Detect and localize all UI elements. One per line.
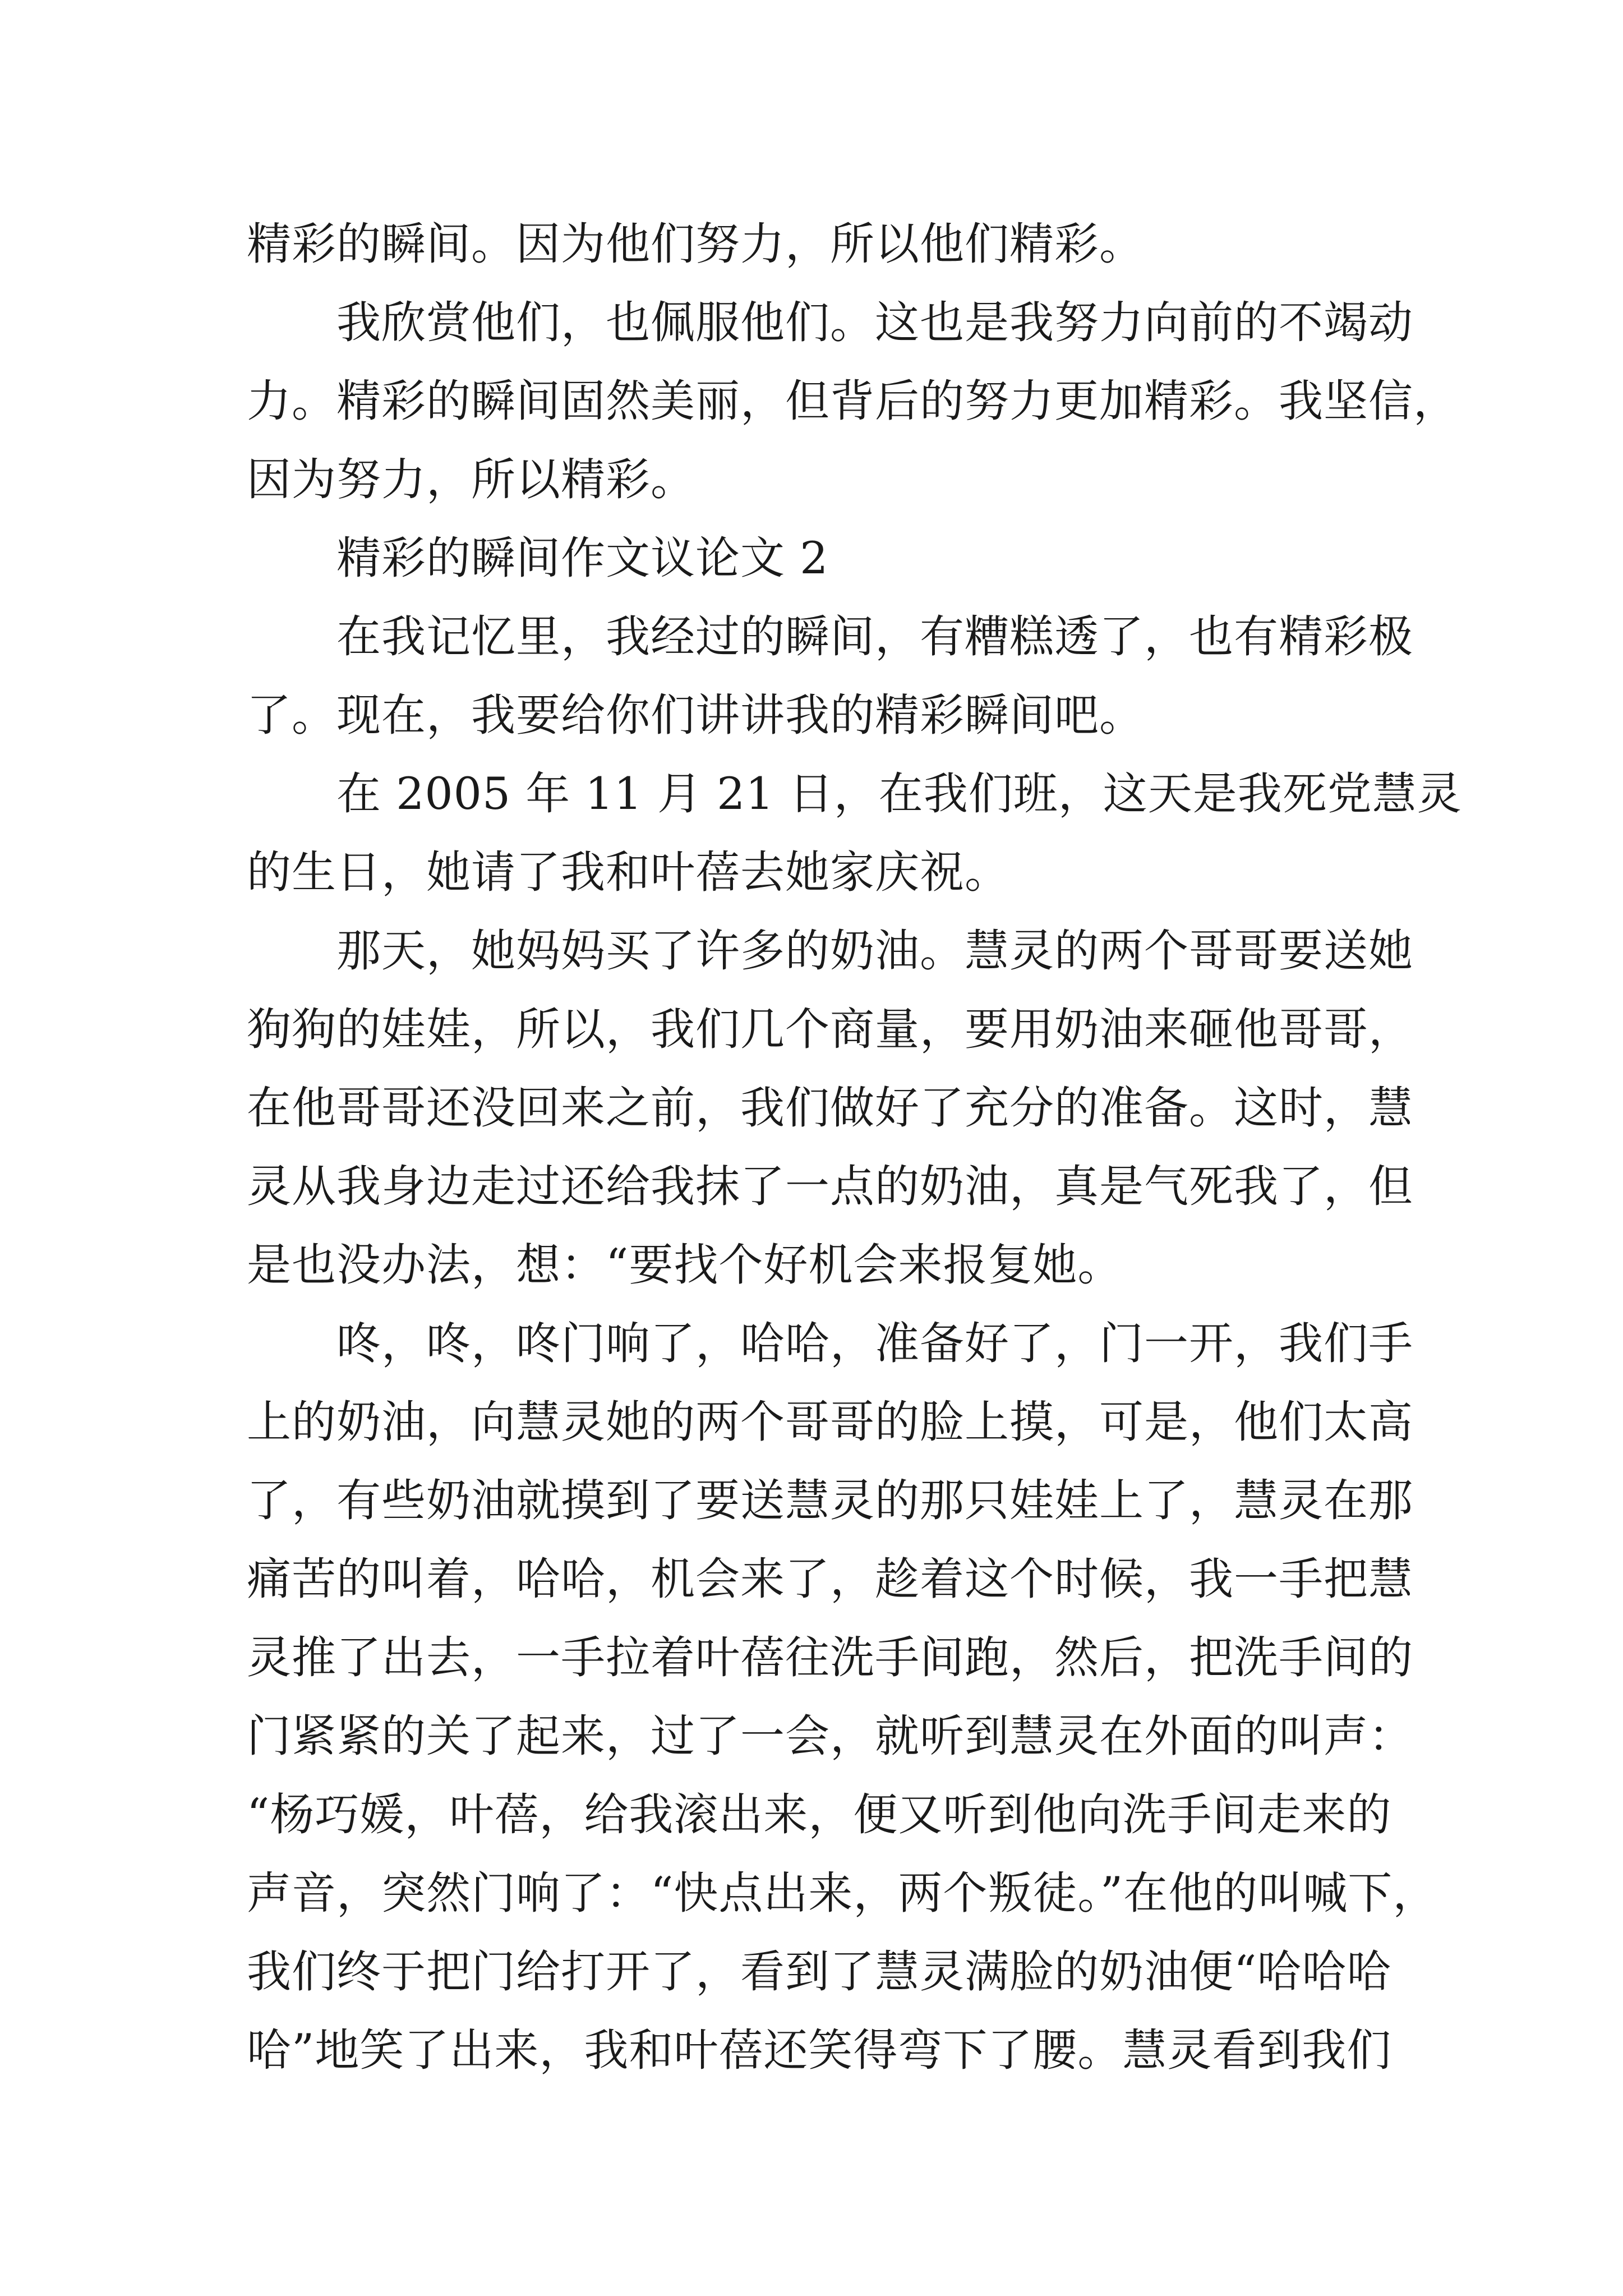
text-line: 狗狗的娃娃，所以，我们几个商量，要用奶油来砸他哥哥， bbox=[247, 1004, 1413, 1055]
text-line: 咚，咚，咚门响了，哈哈，准备好了，门一开，我们手 bbox=[336, 1318, 1413, 1369]
text-line: 了。现在，我要给你们讲讲我的精彩瞬间吧。 bbox=[247, 689, 1144, 741]
text-line: 声音，突然门响了：“快点出来，两个叛徒。”在他的叫喊下， bbox=[247, 1867, 1438, 1919]
text-line: 痛苦的叫着，哈哈，机会来了，趁着这个时候，我一手把慧 bbox=[247, 1553, 1413, 1605]
text-line: 门紧紧的关了起来，过了一会，就听到慧灵在外面的叫声： bbox=[247, 1710, 1413, 1762]
text-line: 是也没办法，想：“要找个好机会来报复她。 bbox=[247, 1239, 1123, 1291]
text-line: 灵从我身边走过还给我抹了一点的奶油，真是气死我了，但 bbox=[247, 1161, 1413, 1212]
text-line: 我们终于把门给打开了，看到了慧灵满脸的奶油便“哈哈哈 bbox=[247, 1946, 1392, 1998]
text-line: 了，有些奶油就摸到了要送慧灵的那只娃娃上了，慧灵在那 bbox=[247, 1475, 1413, 1526]
text-line: 我欣赏他们，也佩服他们。这也是我努力向前的不竭动 bbox=[336, 297, 1413, 348]
text-line: 那天，她妈妈买了许多的奶油。慧灵的两个哥哥要送她 bbox=[336, 925, 1413, 977]
text-line: 的生日，她请了我和叶蓓去她家庆祝。 bbox=[247, 846, 1009, 898]
text-line: 上的奶油，向慧灵她的两个哥哥的脸上摸，可是，他们太高 bbox=[247, 1396, 1413, 1448]
text-line: 在我记忆里，我经过的瞬间，有糟糕透了，也有精彩极 bbox=[336, 611, 1413, 662]
text-line: 精彩的瞬间。因为他们努力，所以他们精彩。 bbox=[247, 218, 1144, 270]
text-line: “杨巧媛，叶蓓，给我滚出来，便又听到他向洗手间走来的 bbox=[247, 1789, 1392, 1841]
text-line: 因为努力，所以精彩。 bbox=[247, 454, 695, 505]
section-heading: 精彩的瞬间作文议论文 2 bbox=[336, 532, 829, 584]
text-line: 在他哥哥还没回来之前，我们做好了充分的准备。这时，慧 bbox=[247, 1082, 1413, 1134]
text-line: 力。精彩的瞬间固然美丽，但背后的努力更加精彩。我坚信， bbox=[247, 375, 1458, 427]
text-line: 哈”地笑了出来，我和叶蓓还笑得弯下了腰。慧灵看到我们 bbox=[247, 2024, 1392, 2076]
text-line: 在 2005 年 11 月 21 日，在我们班，这天是我死党慧灵 bbox=[336, 768, 1462, 820]
text-line: 灵推了出去，一手拉着叶蓓往洗手间跑，然后，把洗手间的 bbox=[247, 1632, 1413, 1683]
